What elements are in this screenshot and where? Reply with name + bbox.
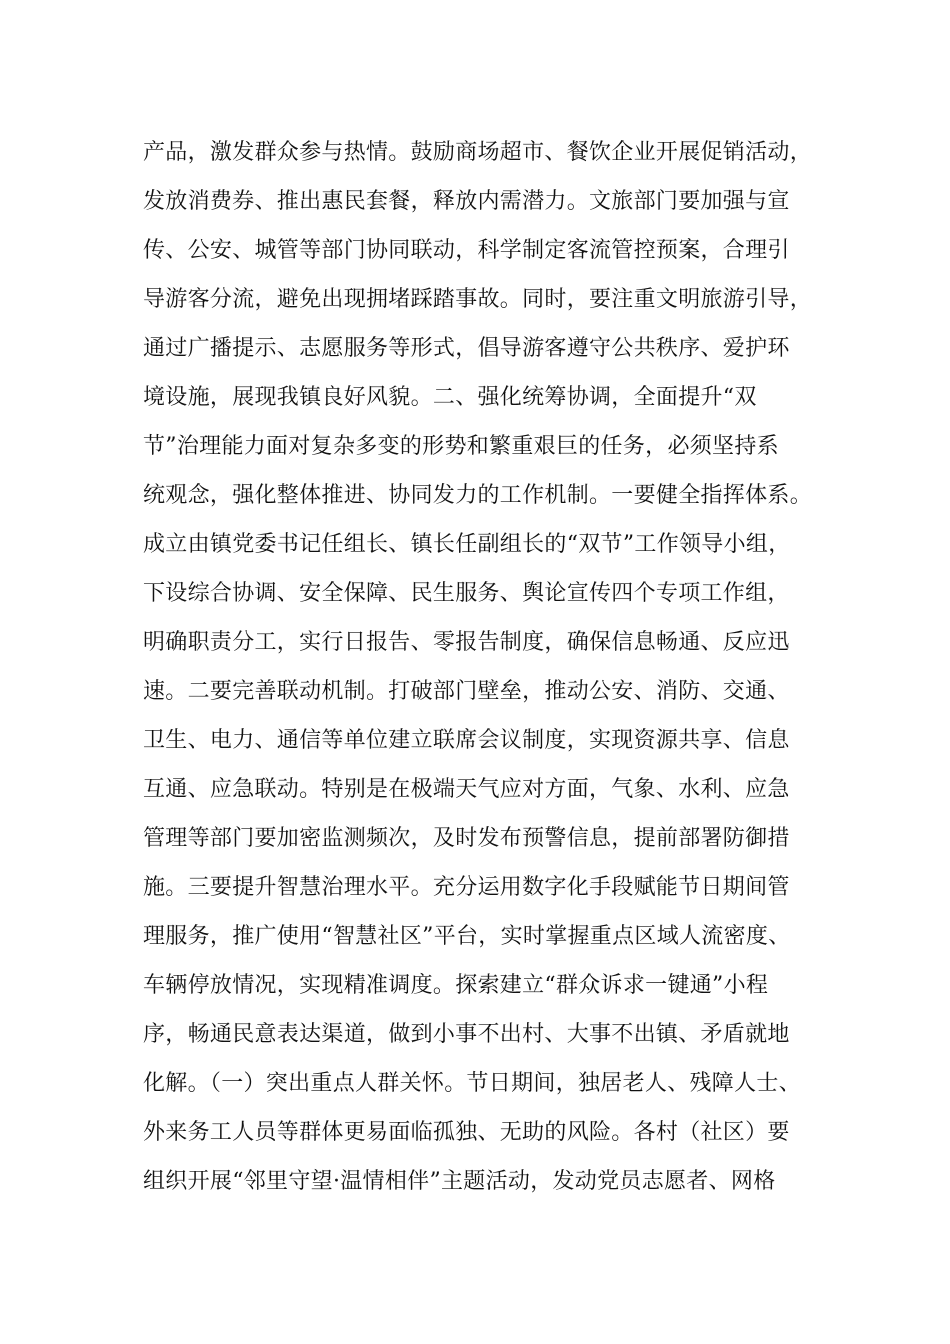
text-line: 节”治理能力面对复杂多变的形势和繁重艰巨的任务，必须坚持系 xyxy=(143,434,779,459)
text-line: 互通、应急联动。特别是在极端天气应对方面，气象、水利、应急 xyxy=(143,777,790,802)
text-line: 外来务工人员等群体更易面临孤独、无助的风险。各村（社区）要 xyxy=(143,1120,790,1145)
text-line: 境设施，展现我镇良好风貌。二、强化统筹协调，全面提升“双 xyxy=(143,385,757,410)
text-line: 组织开展“邻里守望·温情相伴”主题活动，发动党员志愿者、网格 xyxy=(143,1169,776,1194)
body-text xyxy=(143,128,833,1206)
text-line: 传、公安、城管等部门协同联动，科学制定客流管控预案，合理引 xyxy=(143,238,790,263)
text-line: 化解。（一）突出重点人群关怀。节日期间，独居老人、残障人士、 xyxy=(143,1071,802,1096)
text-line: 车辆停放情况，实现精准调度。探索建立“群众诉求一键通”小程 xyxy=(143,973,769,998)
text-line: 产品，激发群众参与热情。鼓励商场超市、餐饮企业开展促销活动， xyxy=(143,140,813,165)
text-line: 下设综合协调、安全保障、民生服务、舆论宣传四个专项工作组， xyxy=(143,581,790,606)
text-line: 通过广播提示、志愿服务等形式，倡导游客遵守公共秩序、爱护环 xyxy=(143,336,790,361)
text-line: 速。二要完善联动机制。打破部门壁垒，推动公安、消防、交通、 xyxy=(143,679,790,704)
text-line: 发放消费券、推出惠民套餐，释放内需潜力。文旅部门要加强与宣 xyxy=(143,189,790,214)
text-line: 施。三要提升智慧治理水平。充分运用数字化手段赋能节日期间管 xyxy=(143,875,790,900)
text-line: 统观念，强化整体推进、协同发力的工作机制。一要健全指挥体系。 xyxy=(143,483,813,508)
text-line: 序，畅通民意表达渠道，做到小事不出村、大事不出镇、矛盾就地 xyxy=(143,1022,790,1047)
text-line: 管理等部门要加密监测频次，及时发布预警信息，提前部署防御措 xyxy=(143,826,790,851)
text-line: 明确职责分工，实行日报告、零报告制度，确保信息畅通、反应迅 xyxy=(143,630,790,655)
text-line: 理服务，推广使用“智慧社区”平台，实时掌握重点区域人流密度、 xyxy=(143,924,791,949)
text-line: 导游客分流，避免出现拥堵踩踏事故。同时，要注重文明旅游引导， xyxy=(143,287,813,312)
text-line: 成立由镇党委书记任组长、镇长任副组长的“双节”工作领导小组， xyxy=(143,532,791,557)
text-line: 卫生、电力、通信等单位建立联席会议制度，实现资源共享、信息 xyxy=(143,728,790,753)
